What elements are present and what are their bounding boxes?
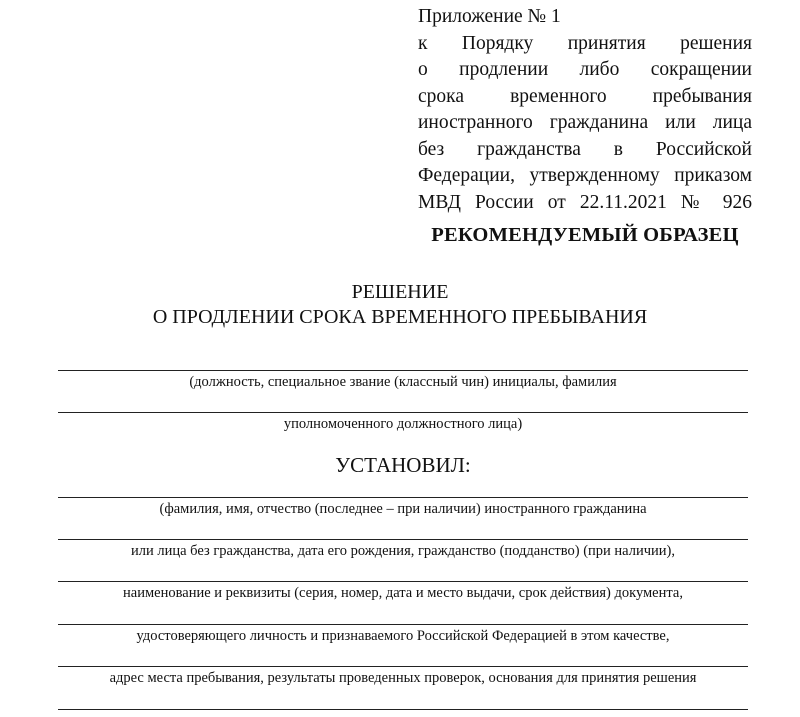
appendix-line: срока временного пребывания [418,85,752,107]
field-hint: наименование и реквизиты (серия, номер, дата и место выдачи, срок действия) документа, [123,585,683,601]
appendix-line: Федерации, утвержденному приказом [418,165,752,186]
field-hint: удостоверяющего личность и признаваемого Российской Федерацией в этом качестве, [136,628,670,644]
document-title: РЕШЕНИЕ [351,281,449,303]
official-name-field-line[interactable] [58,412,748,413]
official-position-field-line[interactable] [58,370,748,371]
established-heading: УСТАНОВИЛ: [335,453,471,477]
appendix-line: иностранного гражданина или лица [418,112,752,133]
additional-field-line[interactable] [58,709,748,710]
document-subtitle: О ПРОДЛЕНИИ СРОКА ВРЕМЕННОГО ПРЕБЫВАНИЯ [152,306,648,328]
field-hint: (должность, специальное звание (классный чин) инициалы, фамилия [189,374,617,390]
stay-address-grounds-field-line[interactable] [58,666,748,667]
appendix-line: без гражданства в Российской [418,138,752,160]
foreigner-name-field-line[interactable] [58,497,748,498]
identity-document-field-line[interactable] [58,581,748,582]
field-hint: (фамилия, имя, отчество (последнее – при наличии) иностранного гражданина [159,501,647,517]
recommended-sample-label: РЕКОМЕНДУЕМЫЙ ОБРАЗЕЦ [431,224,739,246]
identity-document-recognition-field-line[interactable] [58,624,748,625]
appendix-line: Приложение № 1 [418,6,561,27]
appendix-line: о продлении либо сокращении [418,59,752,80]
field-hint: уполномоченного должностного лица) [283,416,523,432]
field-hint: адрес места пребывания, результаты проведенных проверок, основания для принятия решения [109,670,697,686]
foreigner-birth-citizenship-field-line[interactable] [58,539,748,540]
field-hint: или лица без гражданства, дата его рождения, гражданство (подданство) (при наличии), [130,543,676,559]
appendix-line: к Порядку принятия решения [418,32,752,54]
appendix-line: МВД России от 22.11.2021 № 926 [418,191,752,213]
appendix-reference-block [418,4,752,216]
